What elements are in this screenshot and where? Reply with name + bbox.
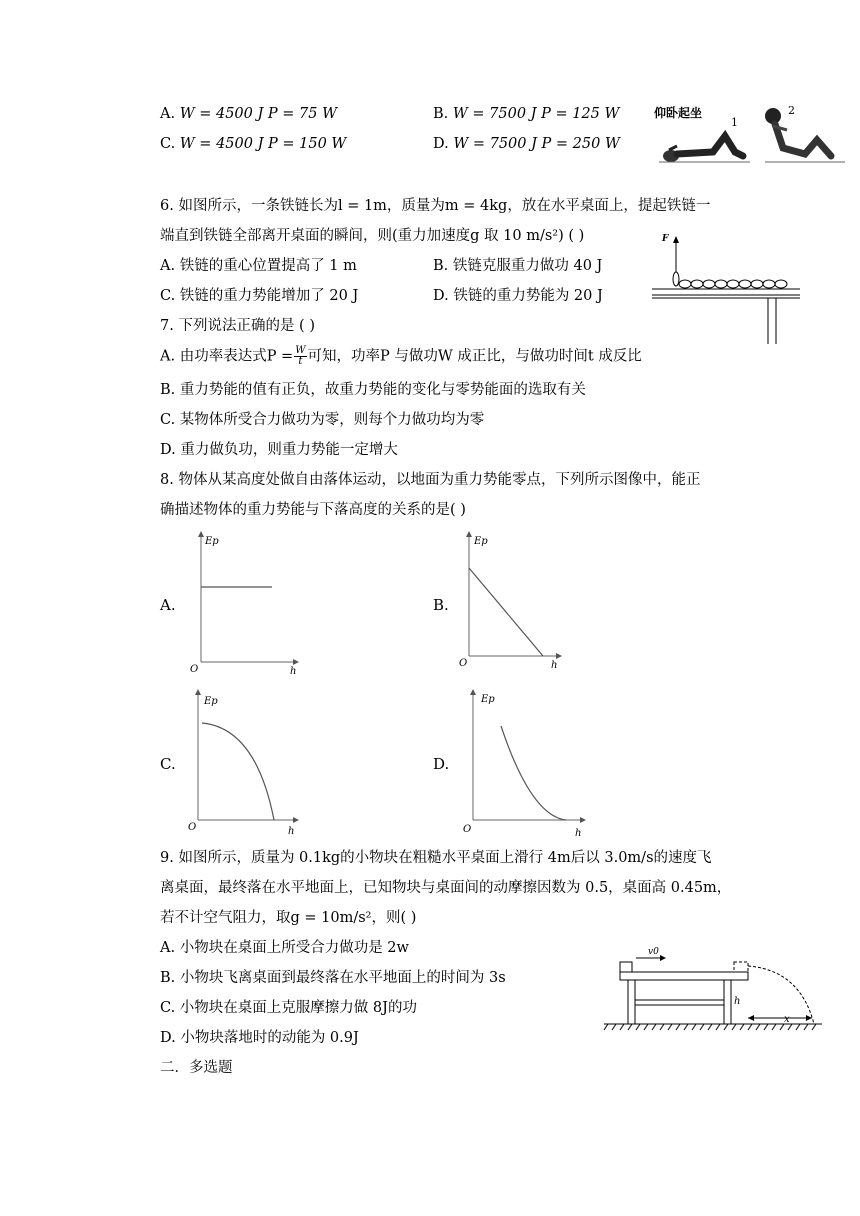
q7-option-a — [160, 346, 642, 367]
q9-stem-line3: 若不计空气阻力，取g = 10m/s²，则( ) — [160, 910, 417, 926]
force-label: F — [662, 234, 669, 244]
height-label: h — [734, 996, 741, 1007]
graph-b — [455, 532, 575, 682]
section-heading: 二．多选题 — [160, 1060, 233, 1076]
q5-option-c — [160, 134, 346, 154]
option-text: 铁链的重力势能增加了 20 J — [179, 288, 359, 304]
graph-a-x-label: h — [290, 666, 297, 677]
q6-option-c — [160, 286, 358, 306]
q8-graph-c-label: C. — [160, 755, 176, 773]
q6-option-b — [433, 256, 602, 276]
graph-b-y-label: Ep — [474, 536, 488, 547]
q7-stem: 7. 下列说法正确的是 ( ) — [160, 318, 315, 334]
graph-b-x-label: h — [551, 660, 558, 671]
option-label: A. — [160, 106, 176, 122]
situp-pose-2-label: 2 — [788, 104, 795, 117]
q7-option-d: D. 重力做负功，则重力势能一定增大 — [160, 442, 398, 458]
chain-figure — [652, 232, 802, 344]
graph-a-y-label: Ep — [205, 536, 219, 547]
option-text: W = 4500 J P = 75 W — [179, 106, 337, 122]
option-label: D. — [433, 136, 449, 152]
graph-d-curve — [501, 726, 566, 820]
graph-d-y-label: Ep — [481, 694, 495, 705]
graph-a-origin: O — [190, 664, 199, 675]
fraction-numerator: W — [295, 345, 306, 356]
q5-option-d — [433, 134, 620, 154]
q8-graph-b-label: B. — [433, 596, 449, 614]
situp-pose-1-label: 1 — [731, 116, 738, 129]
graph-d — [461, 690, 591, 840]
q5-option-a — [160, 104, 337, 124]
graph-b-origin: O — [459, 658, 468, 669]
q8-stem-line1: 8. 物体从某高度处做自由落体运动，以地面为重力势能零点，下列所示图像中，能正 — [160, 472, 701, 488]
graph-c-curve — [202, 723, 274, 820]
graph-c-origin: O — [188, 822, 197, 833]
graph-c-x-label: h — [288, 826, 295, 837]
q8-graph-a-label: A. — [160, 596, 176, 614]
fraction-denominator: t — [298, 356, 303, 367]
q6-stem-line2: 端直到铁链全部离开桌面的瞬间，则(重力加速度g 取 10 m/s²) ( ) — [160, 228, 585, 244]
option-label: C. — [160, 136, 176, 152]
option-label: B. — [433, 258, 449, 274]
q7-option-c: C. 某物体所受合力做功为零，则每个力做功均为零 — [160, 412, 485, 428]
q8-graph-d-label: D. — [433, 755, 450, 773]
graph-d-x-label: h — [575, 828, 582, 839]
option-text: W = 7500 J P = 125 W — [452, 106, 620, 122]
option-text: W = 4500 J P = 150 W — [179, 136, 347, 152]
x-label: x — [784, 1014, 790, 1025]
graph-c — [186, 690, 306, 840]
option-label: C. — [160, 288, 176, 304]
q9-option-a: A. 小物块在桌面上所受合力做功是 2w — [160, 940, 409, 956]
option-a-text-post: 可知，功率P 与做功W 成正比，与做功时间t 成反比 — [307, 348, 642, 365]
situp-figure — [655, 100, 855, 170]
situp-figure-title: 仰卧起坐 — [654, 106, 703, 120]
q9-stem-line1: 9. 如图所示，质量为 0.1kg的小物块在粗糙水平桌面上滑行 4m后以 3.0m/s的速度飞 — [160, 850, 712, 866]
option-label: A. — [160, 258, 176, 274]
q9-option-c: C. 小物块在桌面上克服摩擦力做 8J的功 — [160, 1000, 417, 1016]
option-text: 铁链的重力势能为 20 J — [453, 288, 603, 304]
option-label: B. — [433, 106, 449, 122]
q7-option-b: B. 重力势能的值有正负，故重力势能的变化与零势能面的选取有关 — [160, 382, 586, 398]
option-text: W = 7500 J P = 250 W — [453, 136, 620, 152]
graph-d-origin: O — [463, 824, 472, 835]
option-text: 铁链克服重力做功 40 J — [452, 258, 603, 274]
q6-option-d — [433, 286, 603, 306]
option-a-text-pre: A. 由功率表达式P = — [160, 348, 294, 365]
option-text: 铁链的重心位置提高了 1 m — [179, 258, 357, 274]
q9-option-d: D. 小物块落地时的动能为 0.9J — [160, 1030, 359, 1046]
q8-stem-line2: 确描述物体的重力势能与下落高度的关系的是( ) — [160, 502, 466, 518]
q6-stem-line1: 6. 如图所示，一条铁链长为l = 1m，质量为m = 4kg，放在水平桌面上，提起铁链一 — [160, 198, 711, 214]
graph-b-curve — [469, 568, 543, 656]
v0-label: v0 — [648, 947, 659, 957]
q9-stem-line2: 离桌面，最终落在水平地面上，已知物块与桌面间的动摩擦因数为 0.5，桌面高 0.45m， — [160, 880, 732, 896]
q5-option-b — [433, 104, 619, 124]
q6-option-a — [160, 256, 357, 276]
option-label: D. — [433, 288, 449, 304]
power-fraction — [294, 346, 306, 367]
graph-c-y-label: Ep — [204, 696, 218, 707]
table-projectile-figure — [600, 944, 825, 1034]
graph-a — [186, 530, 306, 680]
q9-option-b: B. 小物块飞离桌面到最终落在水平地面上的时间为 3s — [160, 970, 506, 986]
